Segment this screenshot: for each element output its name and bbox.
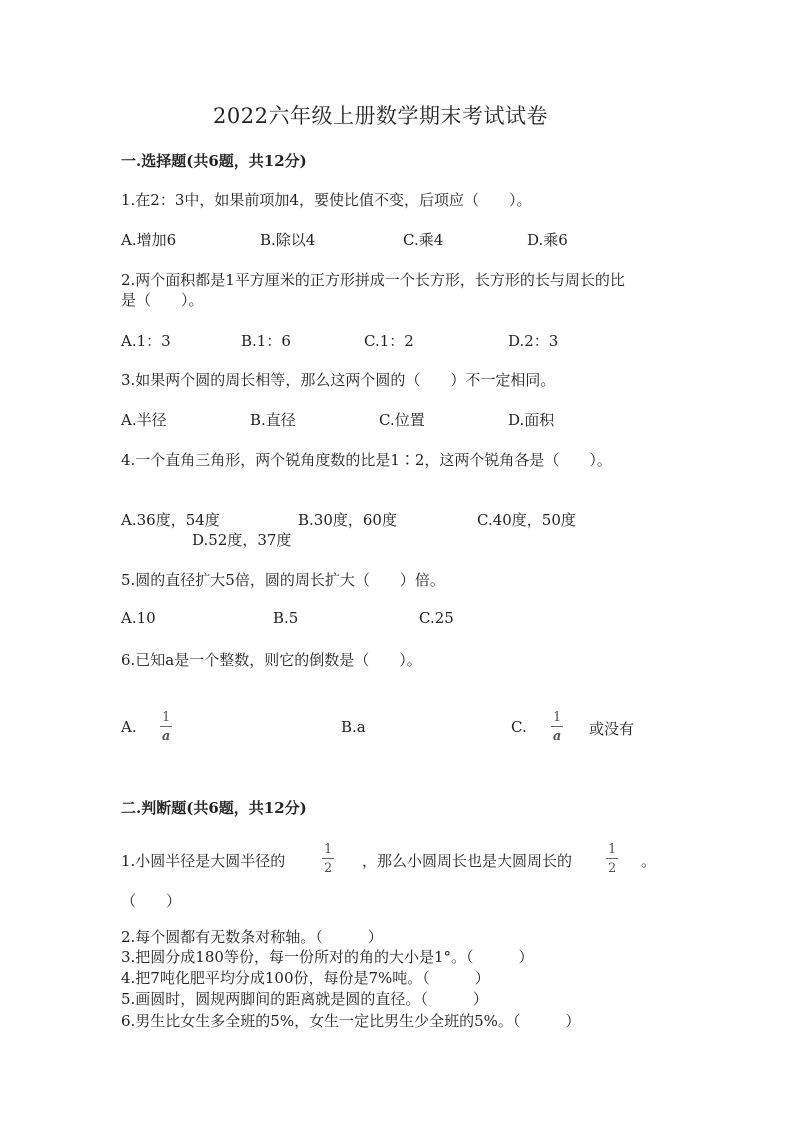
option-b: B.直径 [250, 411, 296, 429]
option-b: B.1：6 [241, 332, 291, 350]
option-c: C.位置 [379, 411, 425, 429]
option-a: A.增加6 [121, 231, 177, 249]
judgement-2: 2.每个圆都有无数条对称轴。（ ） [121, 928, 383, 946]
option-c: C.25 [419, 609, 454, 627]
option-b: B.30度，60度 [298, 511, 397, 529]
fraction-one-over-a [551, 711, 563, 743]
fraction-one-over-a [160, 711, 172, 743]
option-a: A.36度，54度 [121, 511, 220, 529]
option-b: B.a [341, 718, 366, 736]
page-title: 2022六年级上册数学期末考试试卷 [213, 104, 548, 128]
fraction-numerator: 1 [608, 842, 617, 857]
option-c-label: C. [511, 718, 527, 736]
question-2-stem-line2: 是（ ）。 [121, 291, 204, 309]
judgement-6: 6.男生比女生多全班的5%，女生一定比男生少全班的5%。（ ） [121, 1012, 581, 1030]
option-c: C.40度，50度 [477, 511, 576, 529]
section-heading-judgement: 二.判断题(共6题，共12分) [121, 799, 307, 817]
option-c: C.1：2 [364, 332, 414, 350]
option-a-label: A. [121, 718, 137, 736]
option-d: D.2：3 [508, 332, 559, 350]
fraction-denominator: 2 [608, 861, 617, 876]
question-5-stem: 5.圆的直径扩大5倍，圆的周长扩大（ ）倍。 [121, 571, 445, 589]
fraction-one-half [322, 843, 334, 875]
question-1-stem: 1.在2：3中，如果前项加4，要使比值不变，后项应（ ）。 [121, 191, 532, 209]
question-3-stem: 3.如果两个圆的周长相等，那么这两个圆的（ ）不一定相同。 [121, 371, 556, 389]
judgement-5: 5.画圆时，圆规两脚间的距离就是圆的直径。（ ） [121, 990, 488, 1008]
question-6-stem: 6.已知a是一个整数，则它的倒数是（ ）。 [121, 651, 422, 669]
question-4-stem: 4.一个直角三角形，两个锐角度数的比是1∶2，这两个锐角各是（ ）。 [121, 451, 612, 469]
fraction-numerator: 1 [324, 842, 333, 857]
judgement-1-part1: 1.小圆半径是大圆半径的 [121, 852, 286, 870]
option-a: A.1：3 [121, 332, 171, 350]
fraction-denominator: 2 [324, 861, 333, 876]
fraction-one-half [606, 843, 618, 875]
option-c: C.乘4 [403, 231, 444, 249]
question-2-stem-line1: 2.两个面积都是1平方厘米的正方形拼成一个长方形，长方形的长与周长的比 [121, 271, 625, 289]
judgement-1-part3: 。 [641, 852, 657, 870]
option-a: A.半径 [121, 411, 167, 429]
fraction-denominator: a [552, 729, 562, 744]
judgement-1-part2: ，那么小圆周长也是大圆周长的 [362, 852, 573, 870]
fraction-numerator: 1 [162, 710, 171, 725]
option-d: D.52度，37度 [192, 531, 292, 549]
option-a: A.10 [121, 609, 156, 627]
judgement-1-blank: （ ） [121, 892, 182, 910]
judgement-3: 3.把圆分成180等份，每一份所对的角的大小是1°。（ ） [121, 948, 534, 966]
option-d: D.乘6 [527, 231, 568, 249]
judgement-4: 4.把7吨化肥平均分成100份，每份是7%吨。（ ） [121, 969, 490, 987]
fraction-denominator: a [161, 729, 171, 744]
section-heading-choice: 一.选择题(共6题，共12分) [121, 152, 307, 170]
option-c-suffix: 或没有 [589, 720, 635, 738]
option-d: D.面积 [508, 411, 555, 429]
option-b: B.除以4 [260, 231, 316, 249]
fraction-numerator: 1 [553, 710, 562, 725]
option-b: B.5 [273, 609, 299, 627]
